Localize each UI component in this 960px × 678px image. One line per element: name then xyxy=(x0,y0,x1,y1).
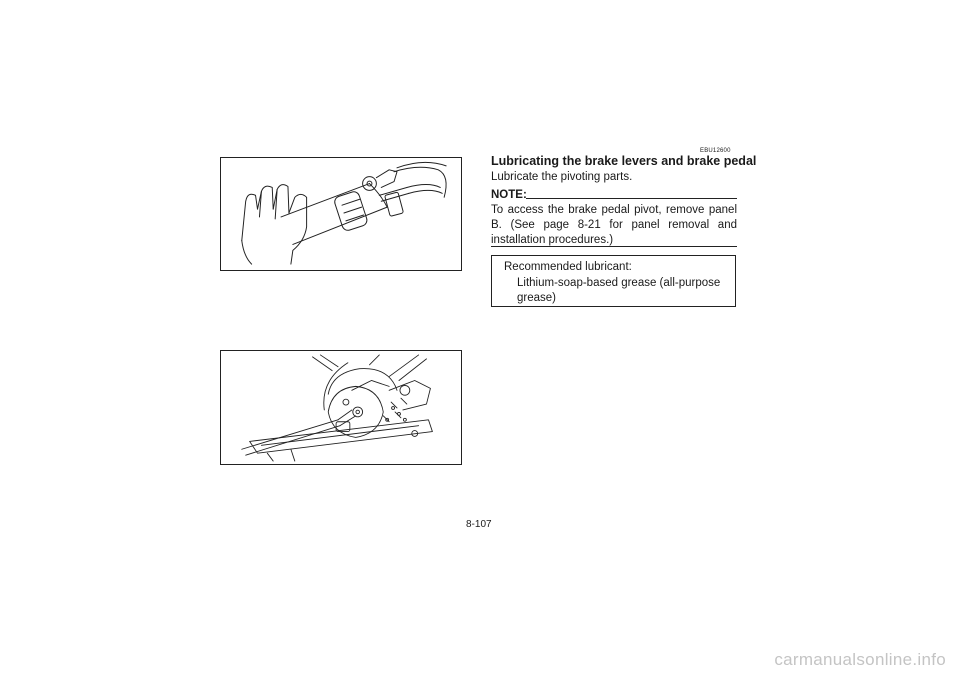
brake-lever-illustration xyxy=(220,157,462,271)
page-number: 8-107 xyxy=(466,519,492,530)
body-text: Lubricate the pivoting parts. xyxy=(491,171,633,183)
section-title: Lubricating the brake levers and brake pedal xyxy=(491,154,757,168)
brake-pedal-illustration xyxy=(220,350,462,465)
recommended-lubricant-box xyxy=(491,255,736,307)
note-rule xyxy=(526,198,737,199)
section-code: EBU12600 xyxy=(700,148,731,154)
lubricant-value: Lithium-soap-based grease (all-purpose grease) xyxy=(517,277,721,304)
watermark: carmanualsonline.info xyxy=(774,650,946,669)
note-label: NOTE: xyxy=(491,189,527,201)
note-end-rule xyxy=(491,246,737,247)
lubricant-label: Recommended lubricant: xyxy=(504,261,632,273)
note-text: To access the brake pedal pivot, remove panel B. (See page 8-21 for panel removal and installation procedures.) xyxy=(491,204,737,246)
